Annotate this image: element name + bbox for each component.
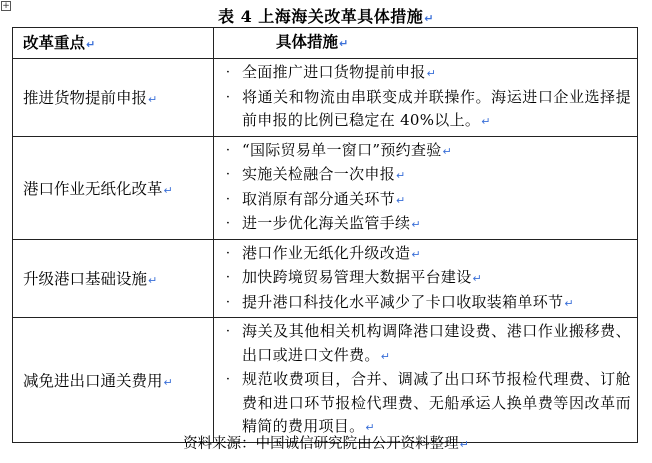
measure-text: 规范收费项目，合并、调减了出口环节报检代理费、订舱费和进口环节报检代理费、无船承运人换单费等因改革而精简的费用项目。 (242, 370, 631, 435)
paragraph-mark-icon: ↵ (481, 115, 491, 128)
measure-text: 港口作业无纸化升级改造 (242, 243, 411, 262)
table-row (13, 136, 638, 239)
paragraph-mark-icon: ↵ (163, 375, 173, 389)
measure-list-item (214, 242, 631, 267)
measure-list-item (214, 188, 631, 213)
measures-cell (214, 136, 638, 239)
bullet-icon: · (225, 270, 231, 285)
header-focus-cell: 改革重点↵ (13, 28, 214, 59)
table-header-row (13, 28, 638, 59)
bullet-icon: · (225, 294, 231, 310)
measure-list-item (214, 212, 631, 237)
paragraph-mark-icon: ↵ (424, 12, 434, 25)
reform-measures-table (12, 27, 638, 443)
bullet-icon: · (225, 245, 231, 261)
table-row (13, 59, 638, 137)
measure-list-item (214, 291, 631, 316)
bullet-icon: · (225, 65, 231, 80)
measure-list-item (214, 320, 631, 368)
measure-text: 提升港口科技化水平减少了卡口收取装箱单环节 (242, 292, 564, 311)
paragraph-mark-icon: ↵ (396, 169, 406, 182)
measure-text: 将通关和物流由串联变成并联操作。海运进口企业选择提前申报的比例已稳定在 40%以上。 (242, 87, 631, 129)
bullet-icon: · (225, 191, 231, 207)
reform-focus-cell: 升级港口基础设施↵ (13, 239, 214, 318)
measure-list-item (214, 266, 631, 291)
measure-list-item (214, 368, 631, 440)
paragraph-mark-icon: ↵ (148, 274, 158, 288)
table-row (13, 318, 638, 443)
measure-list-item (214, 139, 631, 164)
table-title: 表 4 上海海关改革具体措施↵ (218, 7, 434, 26)
measures-cell (214, 239, 638, 318)
measure-text: “国际贸易单一窗口”预约查验 (242, 140, 442, 159)
bullet-icon: · (225, 89, 231, 105)
paragraph-mark-icon: ↵ (163, 183, 173, 197)
measures-cell (214, 318, 638, 443)
paragraph-mark-icon: ↵ (380, 349, 391, 363)
reform-focus-cell: 港口作业无纸化改革↵ (13, 136, 214, 239)
paragraph-mark-icon: ↵ (564, 296, 574, 310)
measure-text: 实施关检融合一次申报 (242, 165, 396, 183)
measure-text: 全面推广进口货物提前申报 (242, 63, 426, 81)
measure-text: 进一步优化海关监管手续 (242, 214, 411, 232)
measure-list-item (214, 86, 631, 134)
paragraph-mark-icon: ↵ (442, 144, 453, 158)
measure-list-item (214, 61, 631, 86)
paragraph-mark-icon: ↵ (472, 272, 483, 285)
paragraph-mark-icon: ↵ (365, 421, 375, 434)
bullet-icon: · (225, 167, 231, 182)
paragraph-mark-icon: ↵ (86, 38, 96, 51)
bullet-icon: · (225, 142, 231, 158)
table-move-handle-icon[interactable]: + (2, 1, 10, 11)
measure-text: 海关及其他相关机构调降港口建设费、港口作业搬移费、出口或进口文件费。 (242, 322, 631, 364)
measure-text: 取消原有部分通关环节 (242, 189, 396, 208)
reform-focus-cell: 减免进出口通关费用↵ (13, 318, 214, 443)
reform-focus-cell: 推进货物提前申报↵ (13, 59, 214, 137)
bullet-icon: · (225, 372, 231, 387)
paragraph-mark-icon: ↵ (426, 67, 437, 80)
measure-text: 加快跨境贸易管理大数据平台建设 (242, 268, 472, 286)
measures-cell (214, 59, 638, 137)
bullet-icon: · (225, 324, 231, 339)
paragraph-mark-icon: ↵ (459, 438, 469, 451)
paragraph-mark-icon: ↵ (148, 93, 158, 107)
table-row (13, 239, 638, 318)
source-note: 资料来源：中国诚信研究院由公开资料整理↵ (183, 436, 469, 452)
bullet-icon: · (225, 216, 231, 231)
paragraph-mark-icon: ↵ (411, 218, 421, 231)
header-measures-cell: 具体措施↵ (214, 28, 638, 59)
paragraph-mark-icon: ↵ (339, 37, 349, 50)
paragraph-mark-icon: ↵ (411, 247, 421, 261)
paragraph-mark-icon: ↵ (396, 193, 406, 207)
measure-list-item (214, 163, 631, 188)
